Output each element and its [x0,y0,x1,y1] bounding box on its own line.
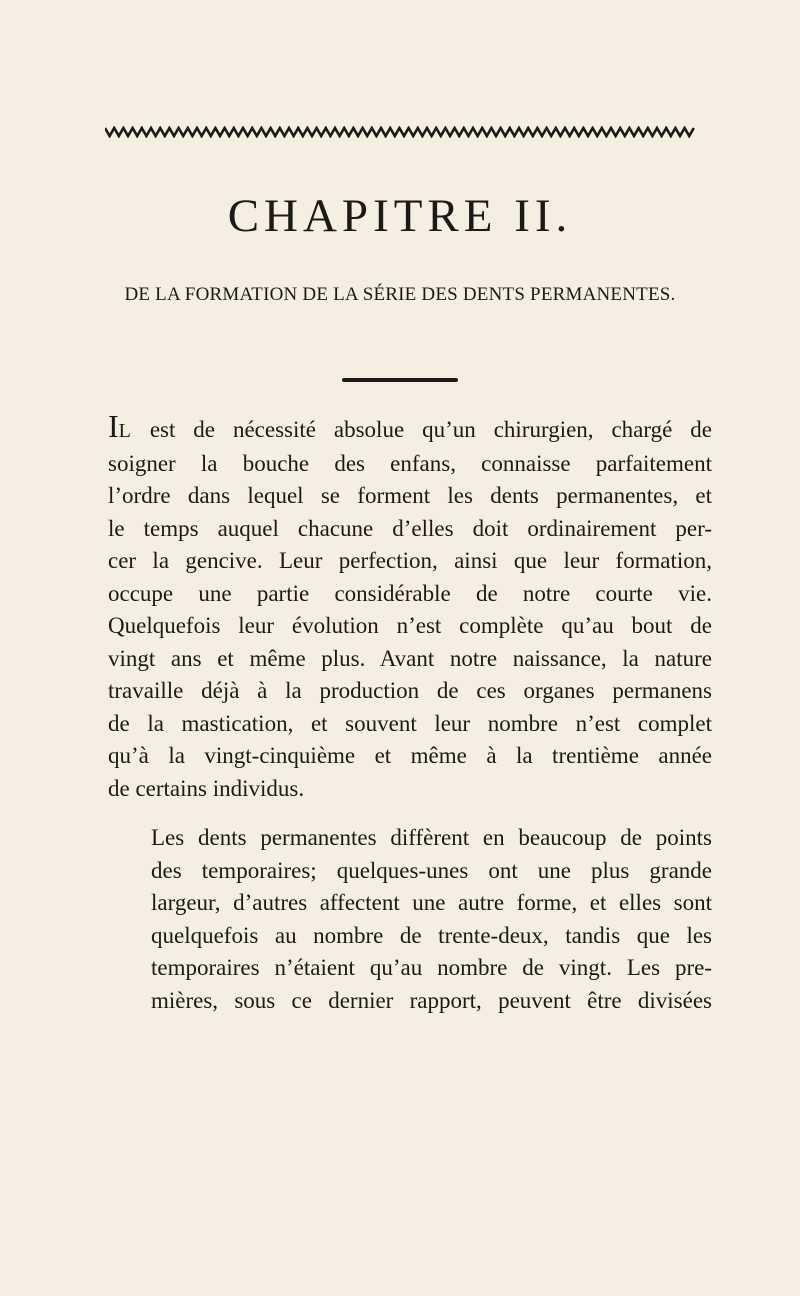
paragraph-line [108,410,712,448]
small-capital: L [118,420,132,442]
paragraph-line: quelquefois au nombre de trente-deux, tandis que les [151,922,712,948]
paragraph-line: le temps auquel chacune d’elles doit ordinairement per- [108,515,712,541]
paragraph-1 [108,410,712,805]
paragraph-line: Les dents permanentes diffèrent en beaucoup de points [151,825,712,850]
paragraph-line: cer la gencive. Leur perfection, ainsi que leur formation, [108,548,712,573]
section-divider [342,378,458,382]
paragraph-line: mières, sous ce dernier rapport, peuvent être divisées [151,987,712,1013]
paragraph-line: Quelquefois leur évolution n’est complète qu’au bout de [108,613,712,638]
paragraph-line: soigner la bouche des enfans, connaisse parfaitement [108,450,712,476]
paragraph-line: de la mastication, et souvent leur nombre n’est complet [108,710,712,736]
initial-letter: I [108,408,119,444]
paragraph-line: l’ordre dans lequel se forment les dents permanentes, et [108,483,712,508]
chapter-title: CHAPITRE II. [227,190,573,242]
chapter-subtitle: DE LA FORMATION DE LA SÉRIE DES DENTS PERMANENTES. [124,284,676,305]
paragraph-2 [108,822,712,1017]
paragraph-line: occupe une partie considérable de notre courte vie. [108,580,712,606]
line-text: est de nécessité absolue qu’un chirurgien, chargé de [131,417,712,442]
paragraph-line: qu’à la vingt-cinquième et même à la trentième année [108,743,712,768]
paragraph-line: des temporaires; quelques-unes ont une plus grande [151,857,712,883]
paragraph-line: largeur, d’autres affectent une autre forme, et elles sont [151,890,712,915]
paragraph-line: de certains individus. [108,775,305,801]
paragraph-line: temporaires n’étaient qu’au nombre de vingt. Les pre- [151,955,712,980]
paragraph-line: vingt ans et même plus. Avant notre naissance, la nature [108,645,712,671]
ornamental-border [105,126,697,138]
paragraph-line: travaille déjà à la production de ces organes permanens [108,678,712,703]
